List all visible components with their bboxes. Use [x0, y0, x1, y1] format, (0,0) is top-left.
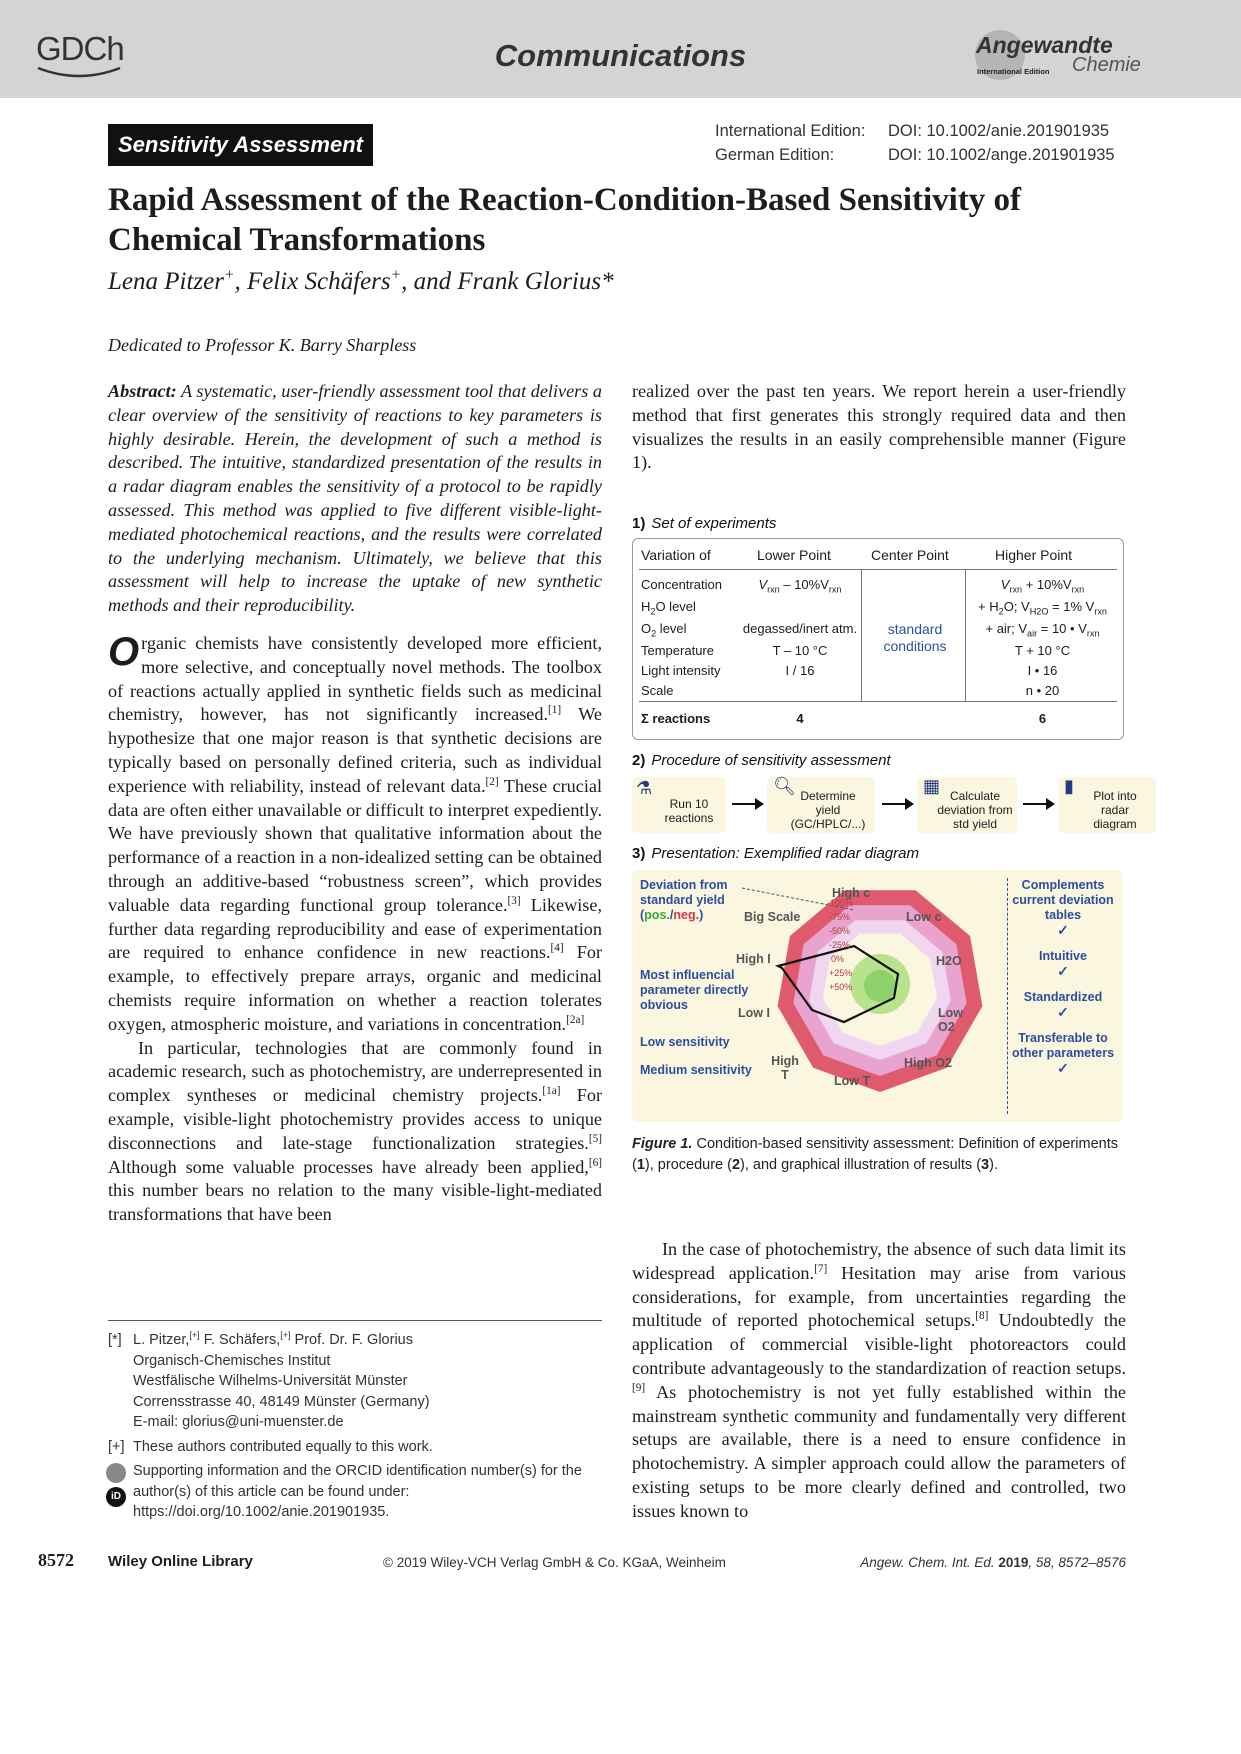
- scale-label: -100%: [827, 898, 854, 908]
- most-influential-label: Most influencial parameter directly obvious: [640, 968, 749, 1012]
- scale-label: +50%: [829, 982, 853, 992]
- logo-main-text: Angewandte: [976, 32, 1113, 58]
- column-header: Variation of: [641, 547, 711, 563]
- reference-link[interactable]: [6]: [588, 1156, 602, 1169]
- body-paragraph: [108, 1037, 602, 1227]
- section-title: Presentation: Exemplified radar diagram: [651, 845, 919, 862]
- row-label: Scale: [641, 683, 674, 698]
- procedure-step: [917, 777, 1017, 833]
- higher-point-cell: n • 20: [1025, 683, 1060, 698]
- lower-point-cell: T – 10 °C: [772, 643, 828, 658]
- figure-section-heading: [632, 515, 1126, 532]
- benefit-text: Transferable to other parameters: [1011, 1031, 1115, 1060]
- higher-point-cell: [965, 599, 1120, 617]
- check-icon: ✓: [1057, 963, 1069, 979]
- caption-text: ).: [989, 1157, 998, 1173]
- benefit-item: [1007, 949, 1119, 979]
- scale-label: -50%: [829, 926, 851, 936]
- bar-chart-icon: ▮: [1064, 776, 1074, 796]
- footnote-mark: [+]: [280, 1330, 291, 1341]
- step-label: Plot into radar diagram: [1093, 789, 1137, 831]
- lower-point-cell: degassed/inert atm.: [742, 621, 858, 636]
- radar-diagram-panel: [632, 870, 1122, 1122]
- author-mark: *: [601, 268, 614, 295]
- abstract-label: Abstract:: [108, 381, 177, 401]
- doi-block: [715, 119, 1115, 167]
- cell-text: 2: [998, 606, 1004, 617]
- footnotes: [108, 1330, 602, 1527]
- arrow-icon: [1023, 803, 1053, 805]
- axis-label: Low T: [834, 1074, 871, 1088]
- footnote-supporting-info: [108, 1461, 602, 1523]
- footnote-text: Prof. Dr. F. Glorius: [290, 1332, 413, 1348]
- cell-text: + 10%V: [1022, 577, 1072, 592]
- positive-label: pos.: [644, 908, 670, 922]
- low-sensitivity-label: Low sensitivity: [640, 1035, 730, 1049]
- reference-link[interactable]: [1]: [548, 704, 562, 717]
- reference-link[interactable]: [1a]: [542, 1085, 561, 1098]
- medium-sensitivity-label: Medium sensitivity: [640, 1063, 752, 1077]
- caption-text: 1: [636, 1157, 645, 1173]
- footnote-equal-contribution: [108, 1437, 602, 1458]
- cell-text: O; V: [1003, 599, 1030, 614]
- doi-international-label: International Edition:: [715, 122, 866, 140]
- citation: [860, 1555, 1126, 1570]
- left-column: [108, 380, 602, 1227]
- check-icon: ✓: [1057, 1060, 1069, 1076]
- dedication: Dedicated to Professor K. Barry Sharpless: [108, 335, 417, 355]
- cell-text: = 10 • V: [1037, 621, 1087, 636]
- reference-link[interactable]: [5]: [588, 1132, 602, 1145]
- benefit-text: Standardized: [1023, 990, 1103, 1004]
- abstract: [108, 380, 602, 618]
- benefit-item: [1007, 990, 1119, 1020]
- author-separator: ,: [234, 268, 247, 295]
- lower-point-cell: I / 16: [785, 663, 815, 678]
- footnote-text: F. Schäfers,: [199, 1332, 281, 1348]
- cell-text: rxn: [1009, 584, 1023, 595]
- footnote-text: These authors contributed equally to this work.: [133, 1438, 433, 1455]
- sum-higher: 6: [1038, 711, 1047, 726]
- author-mark: +: [390, 266, 402, 284]
- cell-text: H2O: [1029, 606, 1049, 617]
- cell-text: + H: [978, 599, 999, 614]
- body-text: In the case of photochemistry, the absence of such data limit its widespread application.: [632, 1239, 1126, 1283]
- email-link[interactable]: E-mail: glorius@uni-muenster.de: [133, 1414, 344, 1430]
- footnote-mark: [*]: [108, 1332, 122, 1348]
- caption-text: ), and graphical illustration of results (: [740, 1157, 982, 1173]
- logo-edition-text: International Edition: [977, 67, 1050, 76]
- doi-german-label: German Edition:: [715, 146, 835, 164]
- radar-text: (: [640, 908, 645, 922]
- reference-link[interactable]: [9]: [632, 1381, 646, 1394]
- footnote-text: L. Pitzer,: [133, 1332, 190, 1348]
- scale-label: -25%: [829, 940, 851, 950]
- figure-section-heading: [632, 845, 1126, 862]
- page-header: [0, 0, 1241, 98]
- axis-label: High I: [736, 952, 771, 966]
- supporting-info-link[interactable]: https://doi.org/10.1002/anie.201901935.: [133, 1504, 390, 1520]
- benefit-text: Complements current deviation tables: [1012, 878, 1114, 922]
- cell-text: O: [641, 621, 652, 636]
- lower-point-cell: [739, 577, 861, 595]
- cell-text: rxn: [1094, 606, 1107, 617]
- angewandte-logo: [975, 30, 1155, 80]
- axis-label: High c: [832, 886, 871, 900]
- arrow-icon: [732, 803, 762, 805]
- radar-text: Deviation from standard yield: [640, 878, 728, 907]
- body-text: For example, visible-light photochemistry provides access to unique disconnections and late-stage functionalization strategies.: [108, 1085, 603, 1153]
- body-text: this number bears no relation to the many visible-light-mediated transformations that have been: [108, 1180, 602, 1225]
- arrow-icon: [882, 803, 912, 805]
- author-name[interactable]: Felix Schäfers: [246, 268, 391, 295]
- body-text: For example, to effectively prepare arrays, organic and medicinal chemists require information on whether a reaction tolerates oxygen, atmospheric moisture, and variations in concentration.: [108, 942, 603, 1034]
- doi-german-link[interactable]: DOI: 10.1002/ange.201901935: [888, 146, 1115, 164]
- footnote-divider: [108, 1320, 602, 1321]
- higher-point-cell: I • 16: [1027, 663, 1058, 678]
- body-text: rganic chemists have consistently developed more efficient, more selective, and conceptually novel methods. The toolbox of reactions actually applied in synthetic fields such as medicinal chemistry, however, has not significantly increased.: [108, 632, 602, 725]
- author-mark: +: [223, 266, 235, 284]
- footnote-text: Supporting information and the ORCID identification number(s) for the author(s) of this article can be found under:: [133, 1463, 582, 1500]
- scale-label: -75%: [829, 912, 851, 922]
- cell-text: 2: [650, 606, 656, 617]
- address-line: Organisch-Chemisches Institut: [133, 1352, 331, 1369]
- wiley-online-library-link[interactable]: Wiley Online Library: [108, 1553, 253, 1570]
- body-text: Hesitation may arise from various considerations, for example, from uncertainties regarding the multitude of reported photochemical setups.: [632, 1262, 1126, 1331]
- axis-label: High T: [771, 1054, 799, 1082]
- body-text: These crucial data are often either unavailable or difficult to interpret expediently. We have previously shown that qualitative information about the performance of a reaction in a non-idealized setting can be obtained through an additive-based “robustness screen”, which provides valuable data regarding functional group tolerance.: [108, 775, 603, 915]
- cell-text: rxn: [1086, 628, 1100, 639]
- table-rule: [639, 701, 1117, 702]
- section-number: 1): [632, 515, 646, 532]
- scale-label: +25%: [829, 968, 853, 978]
- body-text: In particular, technologies that are commonly found in academic research, such as photochemistry, are underrepresented in complex syntheses or medicinal chemistry projects.: [108, 1037, 602, 1106]
- body-paragraph: realized over the past ten years. We report herein a user-friendly method that first generates this strongly required data and then visualizes the results in an easily comprehensible manner (Figure 1).: [632, 381, 1126, 473]
- cell-text: level: [656, 621, 687, 636]
- sum-label: Σ reactions: [641, 711, 711, 726]
- radar-text: ): [699, 908, 704, 922]
- radar-benefits: [1007, 878, 1119, 1087]
- magnifier-icon: 🔍︎: [773, 776, 796, 796]
- caption-text: Condition-based sensitivity assessment: Definition of experiments (: [632, 1136, 1118, 1173]
- reference-link[interactable]: [3]: [507, 894, 521, 907]
- benefit-item: [1007, 1031, 1119, 1076]
- axis-label: Low c: [906, 910, 942, 924]
- axis-label: High O2: [904, 1056, 952, 1070]
- procedure-flow: [632, 776, 1137, 835]
- column-header: Lower Point: [757, 547, 831, 563]
- orcid-icon: iD: [106, 1487, 126, 1507]
- abstract-text: A systematic, user-friendly assessment tool that delivers a clear overview of the sensitivity of reactions to key parameters is highly desirable. Herein, the development of such a method is described. The intuitive, standardized presentation of the results in a radar diagram enables the sensitivity of a protocol to be rapidly assessed. This method was applied to five different visible-light-mediated photochemical reactions, and the results were correlated to the underlying mechanism. Ultimately, we believe that this assessment will help to increase the uptake of new synthetic methods and their reproducibility.: [108, 381, 602, 616]
- axis-label: Low I: [738, 1006, 770, 1020]
- table-rule: [639, 569, 1117, 570]
- benefit-item: [1007, 878, 1119, 938]
- higher-point-cell: [965, 577, 1120, 595]
- body-text: Undoubtedly the application of commercial visible-light photoreactors could contribute advantageously to the standardization of reaction setups.: [632, 1310, 1126, 1378]
- citation-pages: , 58, 8572–8576: [1028, 1555, 1126, 1570]
- figure-caption: [632, 1134, 1126, 1176]
- body-text: Although some valuable processes have already been applied,: [108, 1156, 589, 1177]
- axis-label: H2O: [936, 954, 962, 968]
- experiment-table: [632, 538, 1124, 740]
- body-text: As photochemistry is not yet fully established within the mainstream synthetic community and fundamentally very different setups are available, there is a need to ensure confidence in photochemistry. A simpler approach could allow the parameters of existing setups to be more clearly defined and controlled, two issues known to: [632, 1381, 1126, 1521]
- body-paragraph: [632, 1238, 1126, 1524]
- table-rule: [861, 569, 862, 701]
- row-label: Concentration: [641, 577, 722, 592]
- axis-label: Low O2: [938, 1006, 963, 1034]
- check-icon: ✓: [1057, 922, 1069, 938]
- cell-text: O level: [655, 599, 696, 614]
- body-text: Likewise, further data regarding reproducibility and ease of experimentation are required to enhance confidence in new reactions.: [108, 894, 603, 963]
- radar-text: /: [669, 908, 674, 922]
- procedure-step: [1058, 777, 1156, 833]
- figure-1: [632, 515, 1137, 1176]
- higher-point-cell: T + 10 °C: [1014, 643, 1071, 658]
- author-list: [108, 268, 614, 296]
- step-label: Run 10 reactions: [664, 797, 714, 825]
- author-separator: , and: [401, 268, 458, 295]
- scale-label: 0%: [831, 954, 845, 964]
- cell-text: rxn: [767, 584, 780, 595]
- right-column-top: [632, 380, 1126, 475]
- negative-label: neg.: [673, 908, 700, 922]
- section-title: Procedure of sensitivity assessment: [651, 752, 891, 769]
- citation-journal: Angew. Chem. Int. Ed.: [860, 1555, 995, 1570]
- step-label: Calculate deviation from std yield: [937, 789, 1013, 831]
- reference-link[interactable]: [4]: [550, 942, 564, 955]
- cell-text: rxn: [1071, 584, 1085, 595]
- deviation-label: [640, 878, 750, 923]
- author-name[interactable]: Frank Glorius: [457, 268, 602, 295]
- section-number: 3): [632, 845, 646, 862]
- figure-section-heading: [632, 752, 1126, 769]
- doi-international-link[interactable]: DOI: 10.1002/anie.201901935: [888, 122, 1110, 140]
- gdch-logo-text: GDCh: [36, 30, 124, 67]
- section-title: Set of experiments: [651, 515, 777, 532]
- radar-positive-circle: [864, 970, 896, 1002]
- supporting-info-icon: [106, 1463, 126, 1483]
- cell-text: V: [758, 577, 768, 592]
- higher-point-cell: [965, 621, 1120, 639]
- reference-link[interactable]: [8]: [975, 1310, 989, 1323]
- cell-text: + air; V: [985, 621, 1028, 636]
- row-label: [641, 599, 696, 617]
- column-header: Center Point: [871, 547, 949, 563]
- column-header: Higher Point: [995, 547, 1073, 563]
- body-text: We hypothesize that one major reason is that synthetic decisions are typically based on personally defined criteria, such as individual experience with reliability, instead of relevant data.: [108, 704, 603, 796]
- section-title: Communications: [494, 38, 747, 73]
- caption-text: ), procedure (: [644, 1157, 732, 1173]
- footnote-mark: [+]: [189, 1330, 200, 1341]
- procedure-step: [767, 777, 875, 833]
- row-label: Light intensity: [641, 663, 721, 678]
- step-label: Determine yield (GC/HPLC/...): [790, 789, 866, 831]
- cell-text: rxn: [828, 584, 842, 595]
- logo-sub-text: Chemie: [1072, 54, 1141, 76]
- citation-year: 2019: [998, 1555, 1029, 1570]
- section-number: 2): [632, 752, 646, 769]
- author-name[interactable]: Lena Pitzer: [108, 268, 224, 295]
- section-label-badge: Sensitivity Assessment: [108, 124, 373, 166]
- address-line: Corrensstrasse 40, 48149 Münster (Germany): [133, 1393, 430, 1410]
- calculator-icon: ▦: [923, 776, 941, 796]
- footnote-affiliation: [108, 1330, 602, 1433]
- article-title: Rapid Assessment of the Reaction-Condition-Based Sensitivity of Chemical Transformations: [108, 182, 1022, 258]
- footnote-mark: [+]: [108, 1438, 125, 1455]
- drop-cap: O: [108, 629, 140, 674]
- right-column-bottom: [632, 1238, 1126, 1524]
- procedure-step: [632, 777, 726, 833]
- cell-text: = 1% V: [1048, 599, 1095, 614]
- reference-link[interactable]: [2a]: [566, 1013, 585, 1026]
- sum-lower: 4: [796, 711, 804, 726]
- page-number: 8572: [38, 1550, 74, 1570]
- cell-text: air: [1027, 628, 1038, 639]
- cell-text: H: [641, 599, 651, 614]
- cell-text: 2: [651, 628, 657, 639]
- center-point-cell: standard conditions: [883, 621, 947, 654]
- reference-link[interactable]: [7]: [814, 1262, 828, 1275]
- flask-icon: ⚗: [636, 778, 653, 798]
- caption-text: 3: [981, 1157, 990, 1173]
- cell-text: – 10%V: [779, 577, 829, 592]
- address-line: Westfälische Wilhelms-Universität Münster: [133, 1373, 408, 1389]
- cell-text: V: [1000, 577, 1010, 592]
- body-paragraph: [108, 629, 603, 1037]
- row-label: [641, 621, 687, 639]
- axis-label: Big Scale: [744, 910, 801, 924]
- caption-text: 2: [731, 1157, 741, 1173]
- copyright-notice: © 2019 Wiley-VCH Verlag GmbH & Co. KGaA, Weinheim: [383, 1555, 726, 1570]
- row-label: Temperature: [641, 643, 714, 658]
- reference-link[interactable]: [2]: [485, 775, 499, 788]
- check-icon: ✓: [1057, 1004, 1069, 1020]
- caption-label: Figure 1.: [632, 1136, 693, 1152]
- benefit-text: Intuitive: [1039, 949, 1087, 963]
